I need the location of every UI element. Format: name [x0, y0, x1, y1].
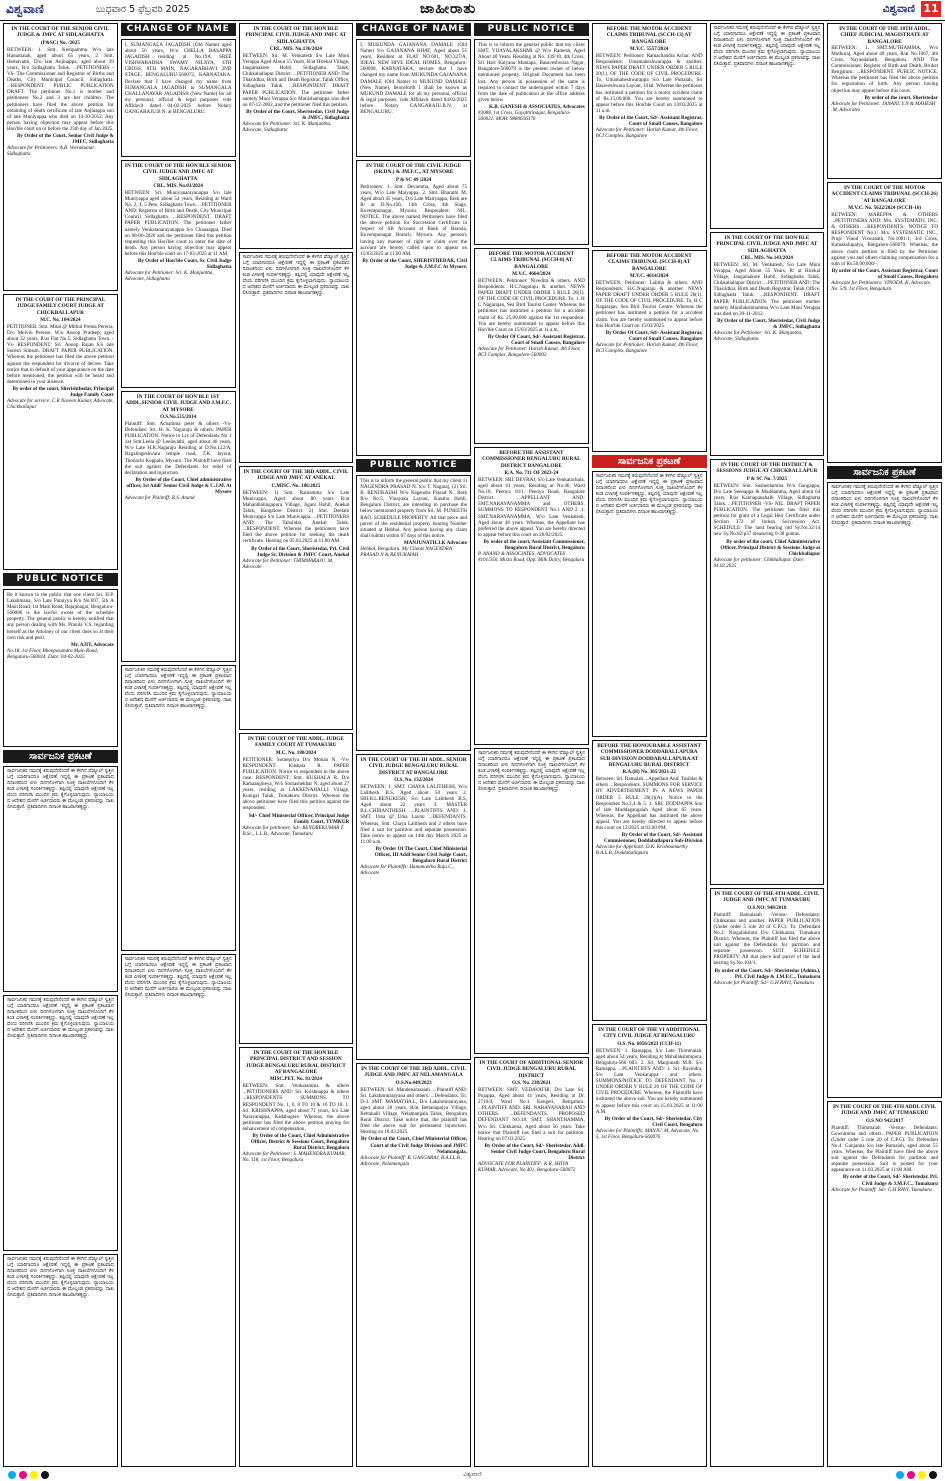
- kannada-notice-banner: ಸಾರ್ವಜನಿಕ ಪ್ರಕಟಣೆ: [827, 466, 942, 479]
- kannada-notice: ಸಾರ್ವಜನಿಕರ ಗಮನಕ್ಕೆ ತರುವುದೇನೆಂದರೆ ಈ ಕೆಳಗಿನ ಷೆಡ್ಯೂಲ್ ಸ್ವತ್ತಿನ ಬಗ್ಗೆ ಯಾರಿಗಾದರೂ ಆಕ್ಷೇಪಣೆ ಇದ್ದಲ್ಲಿ ಈ ಪ್ರಕಟಣೆ ಪ್ರಕಟವಾದ ದಿನಾಂಕದಿಂದ ಏಳು ದಿನಗಳೊಳಗಾಗಿ ಸೂಕ್ತ ದಾಖಲೆಗಳೊಂದಿಗೆ ಕೆಳಕಂಡ ವಿಳಾಸಕ್ಕೆ ಸಂಪರ್ಕಿಸತಕ್ಕದ್ದು. ತಪ್ಪಿದಲ್ಲಿ ಯಾವುದೇ ಆಕ್ಷೇಪಣೆ ಇಲ್ಲವೆಂದು ಪರಿಗಣಿಸಿ ಮುಂದಿನ ಕ್ರಮ ಕೈಗೊಳ್ಳಲಾಗುವುದು. ನ್ಯಾಯಾಲಯದ ಆದೇಶದ ಮೇರೆಗೆ ಅರ್ಜಿದಾರರು ಈ ಮೇಲ್ಕಂಡ ಪ್ರಕರಣವನ್ನು ದಾಖಲಿಸಿರುತ್ತಾರೆ. ಪ್ರತಿವಾದಿಗಳು ದಿನಾಂಕ ಹಾಜರಾಗತಕ್ಕದ್ದು.: [239, 252, 354, 463]
- court-notice: IN THE COURT OF THE HON'BLE SENIOR CIVIL JUDGE AND JMFC AT SIDLAGHATTA CRL. MIS. No.03/2024 BETWEEN: Sri. Muniyanarayanappa S/o late Muniyappa aged about 54 years, Residing at Ward No. 2, 4, 5 Pete, Sidlaghatta Town. ...PETITIONER AND: Registrar of Birth and Death, City Municipal Council Sidlaghatta. ...RESPONDENT. DRAFT PAPER PUBLICATION. The petitioner father namely Venkatanarayanappa S/o Chanaappa, Died on 08-06-2020 and the petitioner filed this petition requesting this Hon'ble court to enter the date of death. Any person having objection may appear before this Hon'ble court on 17-03-2025 at 11 AM. By Order of Hon'ble Court, Sr. Civil Judge Sidlaghatta Advocate for Petitioner: Sri. K. Manjuntha, Advocate, Sidlaghatta: [121, 160, 236, 388]
- footer-edition: ವಿಶ್ವವಾಣಿ: [463, 1471, 482, 1478]
- court-notice: BEFORE THE ASSISTANT COMMISSIONER BENGALURU RURAL DISTRICT BANGALORE R.A. No. 731 OF 2023-24 BETWEEN: SRI. DEVRAJ, S/o Late Venkatachala, aged about 41 years, Residing at No.46, Ward No.18, Peenya 10/1, Peenya Road, Bangalore District. ...APPELLANT AND: SMT.NARAYANAMMA and OTHERS. SUMMONS TO RESPONDENT No.1 AND 2. 1. SMT.NARAYANAMMA, W/o Late Venkatesh, Aged about 48 years. Whereas, the Appellant has preferred the above appeal. You are hereby directed to appear before this court on 28/02/2025. By order of the court, Assistant Commissioner, Bengaluru Rural District, Bengaluru P. ANAND & ASSOCIATES, ADVOCATES #101/350, Mirza Road, Opp. Milk Dairy, Bengaluru: [474, 447, 589, 745]
- court-notice: IN THE COURT OF THE CIVIL JUDGE (SR.DN.) & JM.F.C., AT MYSORE P & SC 49 /2024 Petitioners: 1. Smt. Devamma, Aged about 75 years, W/o Late Maiyappa, 2. Smt. Bharathi M, Aged about 45 years, D/o Late Mairyappa, Both are R/ at D.No.456, 13th Cross, 4th Stage, Kuvempunagar, Mysuru. Respondent: NIL. NOTICE. The above named Petitioners have filed the above petition for Succession Certificate in respect of SB Account at Bank of Baroda, Kuvempunagar Branch, Mysuru. Any person's having any manner of right or claim over the account are hereby called upon to appear on 15/03/2025 at 11.00 AM. By Order of the Court, SHERISTHEDAR, Civil Judge & J.M.F.C At Mysore.: [356, 160, 471, 456]
- court-notice: IN THE COURT OF THE HON'BLE PRINCIPAL DISTRICT AND SESSION JUDGE BENGALURU RURAL DISTRICT AT BANGALORE MISC.PET. No. 81/2024 BETWEEN: Smt. Venkatamma & others ...PETITIONERS AND: Sri. Krishnappa & others ...RESPONDENTS. SUMMONS TO RESPONDENT No. 1, 6, 8 TO 10 & 16 TO 18. 1. Sri. KRISHNAPPA, aged about 71 years, S/o Late Narayanappa, Kadabagere. Whereas, the above petitioner has filed the above petition praying for enhancement of compensation. By Order of the Court, Chief Administrative Officer, District & Sessions Court, Bengaluru Rural District, Bengaluru Advocate for Petitioner: S. MAHENDRA KUMAR, No. 118, 1st Floor, Bengaluru: [239, 1047, 354, 1467]
- court-notice: IN THE COURT OF THE 10TH ADDL. CHIEF JUDICIAL MAGISTRATE AT BANGALORE BETWEEN: 1. SMT.MUTHAMMA, W/o Muthuraj, Aged about 48 years, R/at No.1067, 4th Cross, Nayandahalli, Bengaluru. AND The Commissioner, Register of Birth and Death, Bruhat Bengaluru. ...RESPONDENT. PUBLIC NOTICE. Whereas the petitioner has filed the above petition for registration of birth. Any person having objection may appear before this court. By order of the court, Sheristedar Advocate for Petitioner: JANANI. Y.N & MAHESH .M, Advocates: [827, 23, 942, 179]
- court-notice: IN THE COURT OF HON'BLE 1ST ADDL.SENIOR CIVIL JUDGE AND J.M.F.C. AT MYSORE O.S.No.515/2014 Plaintiff: Smt. Achamma peter & others -Vs- Defendant: Sri. H. K. Nagaraju & others. PAPER PUBLICATION. Notice to Lrs of Defendants No 1 1a) Smt.Leela @ Leelavathi, aged about 46 years, W/o Late H.K.Nagaraju Residing at D.No.122/A, Nagalingeshwara temple road, T.K. layout, Thonachi Koppalu, Mysuru. The Plaintiff have filed the suit against the Defendants for relief of declaration and injunction. By Order of the Court, Chief administrative officer, 1st Addl' Senior Civil Judge & C.J.M. At Mysore Advocate for Plaintiff: R.S. Anand: [121, 391, 236, 662]
- court-notice: BEFORE THE MOTOR ACCIDENT CLAIMS TRIBUNAL (SCCH-8) AT BANGALORE M.V.C. 4664/2024 BETWEEN: Petitioner: Nivedita & others. AND Respondents: H.C.Nagaraju & another. NEWS PAPER DRAFT UNDER ORDER 5 RULE 20(1). OF THE CODE OF CIVIL PROCEDURE. To, 1. H C Nagarajan, Sea Bird Tourist Center. Whereas the petitioner has instituted a petition for a accident claim of Rs. 25,00,000 against the 1st respondent. You are hereby summoned to appear before this Hon'ble Court on 15/03/2025 at 11 a.m. By Order Of Court, Sd/- Assistant Registrar, Court of Small Causes, Bangalore Advocate for Petitioner: Harish Kumar, 4th Floor, BCI Complex, Bangalore-560002: [474, 248, 589, 444]
- kannada-notice: ಸಾರ್ವಜನಿಕರ ಗಮನಕ್ಕೆ ತರುವುದೇನೆಂದರೆ ಈ ಕೆಳಗಿನ ಷೆಡ್ಯೂಲ್ ಸ್ವತ್ತಿನ ಬಗ್ಗೆ ಯಾರಿಗಾದರೂ ಆಕ್ಷೇಪಣೆ ಇದ್ದಲ್ಲಿ ಈ ಪ್ರಕಟಣೆ ಪ್ರಕಟವಾದ ದಿನಾಂಕದಿಂದ ಏಳು ದಿನಗಳೊಳಗಾಗಿ ಸೂಕ್ತ ದಾಖಲೆಗಳೊಂದಿಗೆ ಕೆಳಕಂಡ ವಿಳಾಸಕ್ಕೆ ಸಂಪರ್ಕಿಸತಕ್ಕದ್ದು. ತಪ್ಪಿದಲ್ಲಿ ಯಾವುದೇ ಆಕ್ಷೇಪಣೆ ಇಲ್ಲವೆಂದು ಪರಿಗಣಿಸಿ ಮುಂದಿನ ಕ್ರಮ ಕೈಗೊಳ್ಳಲಾಗುವುದು. ನ್ಯಾಯಾಲಯದ ಆದೇಶದ ಮೇರೆಗೆ ಅರ್ಜಿದಾರರು ಈ ಮೇಲ್ಕಂಡ ಪ್ರಕರಣವನ್ನು ದಾಖಲಿಸಿರುತ್ತಾರೆ. ಪ್ರತಿವಾದಿಗಳು ದಿನಾಂಕ ಹಾಜರಾಗತಕ್ಕದ್ದು.: [710, 23, 825, 229]
- kannada-notice: ಸಾರ್ವಜನಿಕರ ಗಮನಕ್ಕೆ ತರುವುದೇನೆಂದರೆ ಈ ಕೆಳಗಿನ ಷೆಡ್ಯೂಲ್ ಸ್ವತ್ತಿನ ಬಗ್ಗೆ ಯಾರಿಗಾದರೂ ಆಕ್ಷೇಪಣೆ ಇದ್ದಲ್ಲಿ ಈ ಪ್ರಕಟಣೆ ಪ್ರಕಟವಾದ ದಿನಾಂಕದಿಂದ ಏಳು ದಿನಗಳೊಳಗಾಗಿ ಸೂಕ್ತ ದಾಖಲೆಗಳೊಂದಿಗೆ ಕೆಳಕಂಡ ವಿಳಾಸಕ್ಕೆ ಸಂಪರ್ಕಿಸತಕ್ಕದ್ದು. ತಪ್ಪಿದಲ್ಲಿ ಯಾವುದೇ ಆಕ್ಷೇಪಣೆ ಇಲ್ಲವೆಂದು ಪರಿಗಣಿಸಿ ಮುಂದಿನ ಕ್ರಮ ಕೈಗೊಳ್ಳಲಾಗುವುದು. ನ್ಯಾಯಾಲಯದ ಆದೇಶದ ಮೇರೆಗೆ ಅರ್ಜಿದಾರರು ಈ ಮೇಲ್ಕಂಡ ಪ್ರಕರಣವನ್ನು ದಾಖಲಿಸಿರುತ್ತಾರೆ. ಪ್ರತಿವಾದಿಗಳು ದಿನಾಂಕ ಹಾಜರಾಗತಕ್ಕದ್ದು.: [474, 748, 589, 1054]
- column-1: [3, 23, 118, 1467]
- color-dot: [929, 1471, 937, 1479]
- court-notice: IN THE COURT OF THE III ADDL. SENIOR CIVIL JUDGE BENGALURU RURAL DISTRICT AT BANGALORE O.S. No. 132/2024 BETWEEN: 1. SMT. CHAYA LALITHESH, W/o Lalithesh B.S, Aged about 50 years 2. SRI.B.L.RENUKESH, S/o Late Lalithesh B.S, Aged about 22 years 3. MASTER B.L.CHIRANTHESH. ...PLAINTIFFS AND: 1. SMT. Uma @ Uma Laxmi ...DEFENDANTS. Whereas, Smt. Chaya Lalithesh and 2 others have filed a suit for partition and separate possession. Take notice to appear on 14th day March 2025 at 11.00 a.m. By Order Of The Court, Chief Ministerial Officer, III Addl Senior Civil Judge Court, Bengaluru Rural District Advocate for Plaintiffs: Hanumantha Raju.C., Advocate: [356, 754, 471, 1060]
- masthead: [0, 0, 945, 21]
- color-dot: [30, 1471, 38, 1479]
- column-3: [239, 23, 354, 1467]
- public-notice-banner: PUBLIC NOTICE: [356, 459, 471, 472]
- court-notice: IN THE COURT OF THE SENIOR CIVIL JUDGE & JMFC AT SIDLAGHATTA (P&SC) No. /2025 BETWEEN: 1. Smt. Kempamma W/o late Hanumaiah, aged about 65 years, 2. Smt. Hemavathi, D/o late Anjinappa, aged about 39 years, R/o Sidlaghatta Taluk. ...PETITIONERS -VS- The Commissioner and Registrar of Births and Deaths, City Municipal Council, Sidlaghatta. ...RESPONDENT. PUBLIC PUBLICATION DRAFT. The petitioner No.1 is mother and petitioners No.2 and 3 are her children. The petitioners have filed the above petition for obtaining of death certificate of late Anjinappa son of late Muniyappa who died on 14-10-2012. Any person having objection may appear before this Hon'ble court on or before the 25th day of Jan 2025. By Order of the Court, Senior Civil Judge & JMFC, Sidlaghatta Advocate for Petitioners: A.B. Veerakumar, Sidlaghatta: [3, 23, 118, 291]
- public-notice-banner: PUBLIC NOTICE: [474, 23, 589, 36]
- color-dot: [19, 1471, 27, 1479]
- kannada-notice: ಸಾರ್ವಜನಿಕರ ಗಮನಕ್ಕೆ ತರುವುದೇನೆಂದರೆ ಈ ಕೆಳಗಿನ ಷೆಡ್ಯೂಲ್ ಸ್ವತ್ತಿನ ಬಗ್ಗೆ ಯಾರಿಗಾದರೂ ಆಕ್ಷೇಪಣೆ ಇದ್ದಲ್ಲಿ ಈ ಪ್ರಕಟಣೆ ಪ್ರಕಟವಾದ ದಿನಾಂಕದಿಂದ ಏಳು ದಿನಗಳೊಳಗಾಗಿ ಸೂಕ್ತ ದಾಖಲೆಗಳೊಂದಿಗೆ ಕೆಳಕಂಡ ವಿಳಾಸಕ್ಕೆ ಸಂಪರ್ಕಿಸತಕ್ಕದ್ದು. ತಪ್ಪಿದಲ್ಲಿ ಯಾವುದೇ ಆಕ್ಷೇಪಣೆ ಇಲ್ಲವೆಂದು ಪರಿಗಣಿಸಿ ಮುಂದಿನ ಕ್ರಮ ಕೈಗೊಳ್ಳಲಾಗುವುದು. ನ್ಯಾಯಾಲಯದ ಆದೇಶದ ಮೇರೆಗೆ ಅರ್ಜಿದಾರರು ಈ ಮೇಲ್ಕಂಡ ಪ್ರಕರಣವನ್ನು ದಾಖಲಿಸಿರುತ್ತಾರೆ. ಪ್ರತಿವಾದಿಗಳು ದಿನಾಂಕ ಹಾಜರಾಗತಕ್ಕದ್ದು.: [121, 954, 236, 1467]
- court-notice: IN THE COURT OF THE ADDL. JUDGE FAMILY COURT AT TUMAKURU M.C. No. 180/2024 PETITIONER: Somepriya D/o Mohan N. -Vs- RESPONDENT: Kushala R. PAPER PUBLICATION. Notice to respondent in the above case. RESPONDENT: Smt. KUSHALA R. D/o Ramaanjineya, W/o Somashekhar N, aged about 27 years, residing at LAKKENAHALLI Village, Kunigal Taluk, Tumakuru District. Whereas the above petitioner have filed this petition against the respondent. Sd/- Chief Ministerial Officer, Principal Judge Family Court, TUMKUR Advocate for petitioner: Sd/- BENDREKUMAR T. B.Sc., L.L.B., Advocate, Tumakuru: [239, 733, 354, 1044]
- section-title: ಜಾಹೀರಾತು: [420, 1, 477, 17]
- newspaper-logo: ವಿಶ್ವವಾಣಿ: [6, 2, 45, 16]
- change-of-name-notice: I, MUKUNDA GAJANANA DAMALE (Old Name) S/o GAJANANA BHAT, Aged about 55 years, Resident at FLAT NO.601, NO.327/A, IDEAL NEW HIVE IDEAL HOMES, Bengaluru-560098, KARNATAKA, declare that I have changed my name from MUKUNDA GAJANANA DAMALE (Old Name) to MUKUND DAMALE (New Name), henceforth I shall be known as MUKUND DAMALE for all my personal, official & legal purposes, vide Affidavit dated 04/02/2025 before Notary GANGARAJU.B.N. at BENGALURU.: [356, 39, 471, 157]
- court-notice: IN THE COURT OF THE 4TH ADDL. CIVIL JUDGE AND JMFC AT TUMAKURU O.S.NO: 948/2018 Plaintiff: Ramaiaiah -Versus- Defendants: Chikkanna and another. PAPER PUBLICATION (Under order 5 rule 20 of C.P.C). To: Defendant No.2: Ningalakshmi D/o Chikkanna, Tumakuru District. Whereas, the Plaintiff has filed the above suit against the Defendants for partition and separate possession. SUIT SCHEDULE PROPERTY: All that piece and parcel of the land bearing Sy.No.104/1. By order of the Court, Sd/- Sheristedar (Admn.), Prl. Civil Judge & J.M.F.C., Tumakuru Advocate for Plaintiff: Sd/- G.H RAVI, Tumakuru: [710, 888, 825, 1467]
- public-notice: This is to inform the general public that my client SMT. VIJAYALAKSHMI @ W/o Ramesh, Aged About 40 Years, Residing at No. 139/10, 4th Cross, Sri Hari Kalyana Mantapa, Basaveshwara Nagar, Bangalore-560079 is the present owner of below mentioned property. Original Document has been lost. Any person in possession of the same is required to contact the undersigned within 7 days from the date of publication at the office address given below. K.B. GANESH & ASSOCIATES, Advocates #3088, 1st Cross, Gayathrinagar, Bengaluru-560021. MOB: 9880656370: [474, 39, 589, 245]
- change-of-name-banner: CHANGE OF NAME: [121, 23, 236, 36]
- court-notice: IN THE COURT OF ADDITIONAL SENIOR CIVIL JUDGE BENGALURU RURAL DISTRICT O.S. No. 238/2021 BETWEEN: SMT. VEDAVATHI, D/o Late Sri. Pujappa, Aged about 41 years, Residing at Dr. 2710/4, Ward No.1 Kengeri, Bengaluru. ...PLAINTIFF AND: SRI. NARAYANARAO AND OTHERS. ...DEFENDANTS. PROPOSED DEFENDANT NO.18: SMT. SHANTHAMMA, W/o Sri. Chikkanna, Aged about 56 years. Take notice that Plaintiff has filed a suit for partition. Hearing on 07.03.2025. By Order of the Court, Sd/- Sheristedar, Addl. Senior Civil Judge Court, Bengaluru Rural District ADVOCATE FOR PLAINTIFF: K.R. SHIVA KUMAR, Advocate, No.401, Bengaluru-560072: [474, 1057, 589, 1467]
- change-of-name-notice: I, SUMANGALA JAGADISH (Old Name) aged about 50 years, W/o CHELLA BASAPPA JAGADISH residing at No.19A SREE VISHWABADHA SWAMY NILAYA, 4TH CROSS, 8TH MAIN, NAGARABHAVI 2ND STAGE, BENGALURU-560072, KARNATAKA. Declare that I have changed my name from SUMANGALA JAGADISH to SUMANGALA CHALLANAVAR JAGADISH (New Name) for all my personal, official & legal purposes vide Affidavit dated 04-02-2025 before Notary GANGARAJU.B.N. at BENGALURU.: [121, 39, 236, 157]
- column-8: [827, 23, 942, 1467]
- kannada-notice: ಸಾರ್ವಜನಿಕರ ಗಮನಕ್ಕೆ ತರುವುದೇನೆಂದರೆ ಈ ಕೆಳಗಿನ ಷೆಡ್ಯೂಲ್ ಸ್ವತ್ತಿನ ಬಗ್ಗೆ ಯಾರಿಗಾದರೂ ಆಕ್ಷೇಪಣೆ ಇದ್ದಲ್ಲಿ ಈ ಪ್ರಕಟಣೆ ಪ್ರಕಟವಾದ ದಿನಾಂಕದಿಂದ ಏಳು ದಿನಗಳೊಳಗಾಗಿ ಸೂಕ್ತ ದಾಖಲೆಗಳೊಂದಿಗೆ ಕೆಳಕಂಡ ವಿಳಾಸಕ್ಕೆ ಸಂಪರ್ಕಿಸತಕ್ಕದ್ದು. ತಪ್ಪಿದಲ್ಲಿ ಯಾವುದೇ ಆಕ್ಷೇಪಣೆ ಇಲ್ಲವೆಂದು ಪರಿಗಣಿಸಿ ಮುಂದಿನ ಕ್ರಮ ಕೈಗೊಳ್ಳಲಾಗುವುದು. ನ್ಯಾಯಾಲಯದ ಆದೇಶದ ಮೇರೆಗೆ ಅರ್ಜಿದಾರರು ಈ ಮೇಲ್ಕಂಡ ಪ್ರಕರಣವನ್ನು ದಾಖಲಿಸಿರುತ್ತಾರೆ. ಪ್ರತಿವಾದಿಗಳು ದಿನಾಂಕ ಹಾಜರಾಗತಕ್ಕದ್ದು.: [3, 766, 118, 992]
- public-notice: This is to inform the general public that my client 1) NAGENDRA PRASAD N. S/o T. Nagaraj, (2) Sri. B. RENUKAIAH W/o Nagendra Prasad N., Both R/o No.5, Vinayaka Layout, Kasaba Hobli, Bengaluru District, are intending to purchase the below mentioned property from Sri. M. PUNEETH RAO. SCHEDULE PROPERTY: All that piece and parcel of the residential property bearing Number situated at Hebbal. Any person having any claim shall submit within 07 days of this notice. MANJUNATH.J.K Advocate Hebbal, Bengaluru. My Clients NAGENDRA PRASAD N & RENUKAIAH: [356, 475, 471, 751]
- kannada-notice-banner: ಸಾರ್ವಜನಿಕ ಪ್ರಕಟಣೆ: [3, 750, 118, 763]
- newspaper-logo-right: ವಿಶ್ವವಾಣಿ: [882, 3, 915, 15]
- page-number: 11: [921, 1, 941, 17]
- kannada-notice: ಸಾರ್ವಜನಿಕರ ಗಮನಕ್ಕೆ ತರುವುದೇನೆಂದರೆ ಈ ಕೆಳಗಿನ ಷೆಡ್ಯೂಲ್ ಸ್ವತ್ತಿನ ಬಗ್ಗೆ ಯಾರಿಗಾದರೂ ಆಕ್ಷೇಪಣೆ ಇದ್ದಲ್ಲಿ ಈ ಪ್ರಕಟಣೆ ಪ್ರಕಟವಾದ ದಿನಾಂಕದಿಂದ ಏಳು ದಿನಗಳೊಳಗಾಗಿ ಸೂಕ್ತ ದಾಖಲೆಗಳೊಂದಿಗೆ ಕೆಳಕಂಡ ವಿಳಾಸಕ್ಕೆ ಸಂಪರ್ಕಿಸತಕ್ಕದ್ದು. ತಪ್ಪಿದಲ್ಲಿ ಯಾವುದೇ ಆಕ್ಷೇಪಣೆ ಇಲ್ಲವೆಂದು ಪರಿಗಣಿಸಿ ಮುಂದಿನ ಕ್ರಮ ಕೈಗೊಳ್ಳಲಾಗುವುದು. ನ್ಯಾಯಾಲಯದ ಆದೇಶದ ಮೇರೆಗೆ ಅರ್ಜಿದಾರರು ಈ ಮೇಲ್ಕಂಡ ಪ್ರಕರಣವನ್ನು ದಾಖಲಿಸಿರುತ್ತಾರೆ. ಪ್ರತಿವಾದಿಗಳು ದಿನಾಂಕ ಹಾಜರಾಗತಕ್ಕದ್ದು.: [3, 995, 118, 1251]
- court-notice: IN THE COURT OF THE PRINCIPAL JUDGE FAMILY COURT JUDGE AT CHICKBALLAPUR M.C. No. 104/2024 PETITIONER: Smt. Mital @ Mithul Prema Pereira, D/o Melvin Pereise, W/o Anoop Pradeep, aged about 32 years, R/at Flat No.5, Sidlaghatta Town. -Vs- RESPONDENT: Sri. Anoop Rajan S/o late Suresh Simson. DRAFT PAPER PUBLICATION. Whereas the petitioner has filed the above petition against the respondent for divorce of decree. Take notice that in default of your appearance on the date before mentioned, the petition will be heard and determined in your absence. By order of the court, Sherishthedar, Principal Judge Family Court Advocate for service: C.R Naveen Kumar, Advocate, Chickballapur: [3, 294, 118, 570]
- public-notice: Be it known to the public that one client Sri. H.P. Lakshmana, S/o Late Putaiyya R/o No.697, 5th A Main Road, 1st Main Road, Rajajinagar, Bengaluru-560086 is the lawful owner of the schedule property. The general public is hereby notified that any person dealing with Ms. Pranila V.S. regarding herself as the Attorney of our client does so at their own risk and peril. Mr. AJIT, Advocate No.18, 1st Floor, Bhoopasandra Main Road, Bengaluru-560024. Date: 04-02-2025: [3, 589, 118, 747]
- court-notice: IN THE COURT OF THE VI ADDITIONAL CITY CIVIL JUDGE AT BENGALURU O.S. No. 6056/2023 (CCH-11) BETWEEN: 1. Ramappa, S/o Late Thimmaiah, aged about 54 years, Residing at Mahalakshmipura, Bengaluru-560 083. 2. Sri. Manjunath M.R. S/o Ramappa. ...PLAINTIFFS AND: 1. Sri. Ravindra, S/o Late Venkatappa and others. SUMMONS/NOTICE TO DEFENDANT No. 1 UNDER ORDER V RULE 20 OF THE CODE OF CIVIL PROCEDURE. Whereas, the Plaintiffs have instituted the above suit. You are hereby summoned to appear before this court on 15.03.2025 at 11:00 A.M. By Order of the Court, Sd/- Sheristedar, City Civil Court, Bengaluru Advocate for Plaintiffs: MANJU. M, Advocate, No. 5, 1st Floor, Bengaluru-560076: [592, 1024, 707, 1467]
- color-dot: [8, 1471, 16, 1479]
- color-dot: [918, 1471, 926, 1479]
- public-notice-banner: PUBLIC NOTICE: [3, 573, 118, 586]
- court-notice: BEFORE THE MOTOR ACCIDENT CLAIMS TRIBUNAL (SCCH-13) AT BANGALORE M.V.C. 5557/2024 BETWEEN: Petitioner: Ramachandra Achar. AND Respondents: Umamaheshwarappa & another. NEWS PAPER DRAFT UNDER ORDER 5 RULE 20(1). OF THE CODE OF CIVIL PROCEDURE. To, Umamaheshwarappa S/o Late Puttaiah, Sri Basaveshwara Layout, Ullal. Whereas the petitioner has instituted a petition for a motor accident claim of Rs.15,00,000. You are hereby summoned to appear before this Hon'ble Court on 13/03/2025 at 11 a.m. By Order of the Court, Sd/- Assistant Registrar, Court of Small Causes, Bangalore Advocate for Petitioner: Harish Kumar, 4th Floor, BCI Complex, Bangalore: [592, 23, 707, 247]
- column-2: [121, 23, 236, 1467]
- kannada-notice: ಸಾರ್ವಜನಿಕರ ಗಮನಕ್ಕೆ ತರುವುದೇನೆಂದರೆ ಈ ಕೆಳಗಿನ ಷೆಡ್ಯೂಲ್ ಸ್ವತ್ತಿನ ಬಗ್ಗೆ ಯಾರಿಗಾದರೂ ಆಕ್ಷೇಪಣೆ ಇದ್ದಲ್ಲಿ ಈ ಪ್ರಕಟಣೆ ಪ್ರಕಟವಾದ ದಿನಾಂಕದಿಂದ ಏಳು ದಿನಗಳೊಳಗಾಗಿ ಸೂಕ್ತ ದಾಖಲೆಗಳೊಂದಿಗೆ ಕೆಳಕಂಡ ವಿಳಾಸಕ್ಕೆ ಸಂಪರ್ಕಿಸತಕ್ಕದ್ದು. ತಪ್ಪಿದಲ್ಲಿ ಯಾವುದೇ ಆಕ್ಷೇಪಣೆ ಇಲ್ಲವೆಂದು ಪರಿಗಣಿಸಿ ಮುಂದಿನ ಕ್ರಮ ಕೈಗೊಳ್ಳಲಾಗುವುದು. ನ್ಯಾಯಾಲಯದ ಆದೇಶದ ಮೇರೆಗೆ ಅರ್ಜಿದಾರರು ಈ ಮೇಲ್ಕಂಡ ಪ್ರಕರಣವನ್ನು ದಾಖಲಿಸಿರುತ್ತಾರೆ. ಪ್ರತಿವಾದಿಗಳು ದಿನಾಂಕ ಹಾಜರಾಗತಕ್ಕದ್ದು.: [121, 665, 236, 951]
- column-7: [710, 23, 825, 1467]
- column-4: [356, 23, 471, 1467]
- court-notice: IN THE COURT OF THE MOTOR ACCIDENT CLAIMS TRIBUNAL (SCCH-26) AT BANGALORE M.V.C. No. 5622/2024 (SCCH-16) BETWEEN: MAREPPA & OTHERS ...PETITIONERS AND: M/s. SYSTEMATIC INC. & OTHERS ...RESPONDENTS. NOTICE TO RESPONDENT No.1: M/s. SYSTEMATIC INC., Prop: Vinod Viswanath, No.1001/1, 3rd Cross, Kamakshipalya, Bangalore-560079. Whereas, the above claim petition is filed by the Petitioner against you and others claiming compensation for a sum of Rs.50,00,000/-. By order of the Court, Assistant Registrar, Court of Small Causes, Bengaluru Advocate for Petitioners: VINODA .K, Advocate, No. 5/9, 1st Floor, Bengaluru: [827, 182, 942, 463]
- court-notice: IN THE COURT OF THE 3RD ADDL. CIVIL JUDGE AND JMFC AT NELAMANGALA O.S.No.449/2023 BETWEEN: Sri. Mandenarasaiah. ...Plaintiff AND: Sri. Lakshminarayana and others. ...Defendants. To, D-3. SMT. MAMATHA.L, D/o Lakshminarayana, aged about 28 years, R/at Bettanapalya Village, Bettahalli Village, Nelamangala Taluk, Bengaluru Rural District. Take notice that, the plaintiff has filed the above suit for permanent injunction. Hearing on 10.03.2025. By Order of the Court, Chief Ministerial Officer, Court of the Civil Judge Division and JMFC Nelamangala. Advocate for Plaintiff: B. GANGARAJ, B.A.LL.B., Advocate, Nelamangala: [356, 1063, 471, 1467]
- column-5: [474, 23, 589, 1467]
- kannada-notice: ಸಾರ್ವಜನಿಕರ ಗಮನಕ್ಕೆ ತರುವುದೇನೆಂದರೆ ಈ ಕೆಳಗಿನ ಷೆಡ್ಯೂಲ್ ಸ್ವತ್ತಿನ ಬಗ್ಗೆ ಯಾರಿಗಾದರೂ ಆಕ್ಷೇಪಣೆ ಇದ್ದಲ್ಲಿ ಈ ಪ್ರಕಟಣೆ ಪ್ರಕಟವಾದ ದಿನಾಂಕದಿಂದ ಏಳು ದಿನಗಳೊಳಗಾಗಿ ಸೂಕ್ತ ದಾಖಲೆಗಳೊಂದಿಗೆ ಕೆಳಕಂಡ ವಿಳಾಸಕ್ಕೆ ಸಂಪರ್ಕಿಸತಕ್ಕದ್ದು. ತಪ್ಪಿದಲ್ಲಿ ಯಾವುದೇ ಆಕ್ಷೇಪಣೆ ಇಲ್ಲವೆಂದು ಪರಿಗಣಿಸಿ ಮುಂದಿನ ಕ್ರಮ ಕೈಗೊಳ್ಳಲಾಗುವುದು. ನ್ಯಾಯಾಲಯದ ಆದೇಶದ ಮೇರೆಗೆ ಅರ್ಜಿದಾರರು ಈ ಮೇಲ್ಕಂಡ ಪ್ರಕರಣವನ್ನು ದಾಖಲಿಸಿರುತ್ತಾರೆ. ಪ್ರತಿವಾದಿಗಳು ದಿನಾಂಕ ಹಾಜರಾಗತಕ್ಕದ್ದು.: [592, 471, 707, 737]
- color-dot: [907, 1471, 915, 1479]
- issue-date: ಬುಧವಾರ 5 ಫೆಬ್ರವರಿ 2025: [96, 4, 190, 15]
- court-notice: BEFORE THE HONOURABLE ASSISTANT COMMISSIONER DODDABALLAPURA SUB-DIVISION DODDABALLAPURA AT BENGALURU RURAL DISTRICT R.A.(H) No. 365/2021-22 Between: Sri. Ramaiah ...Appellant And: Tasildar & others ...Respondents. SUMMONS FOR SERVICE BY ADVERTISEMENT IN A NEWS PAPER ORDER 5 RULE 20(1)(A). Notice to the Respondent No.2,4 & 5. 1. SRI. DODDAPPA Son of late Muddagangaiah Aged about 65 years. Whereas, the Appellant has instituted the above appeal. You are hereby directed to appear before this court on 12/2025 at 03.00 PM. By Order of the Court, Sd/- Assistant Commissioner, Doddaballapura Sub-Division Advocate for Appellant: D.K. Krishnamurthy B.A.L.B, Doddaballapura: [592, 740, 707, 1021]
- color-dot: [41, 1471, 49, 1479]
- court-notice: IN THE COURT OF THE 4TH ADDL CIVIL JUDGE AND JMFC AT TUMAKURU O.S NO 942/2017 Plaintiff: Thimmaiah -Versus- Defendants: Gowramma and others. PAPER PUBLICATION (Under order 5 rule 20 of C.P.C). To: Defendant No.4: Ganjanna S/o late Ramaiah, aged about 55 years. Whereas, the Plaintiff have filed the above suit against the Defendants for partition and separate possession. Suit is posted for your appearance on 11.03.2025 at 11:00 AM. By order of the Court, Sd/- Sheristedar, Prl. Civil Judge & J.M.F.C., Tumakuru Advocate for Plaintiff: Sd/- G.H RAVI, Tumakuru: [827, 1101, 942, 1467]
- court-notice: IN THE COURT OF THE DISTRICT & SESSIONS JUDGE AT CHICKBALLAPUR P & SC No. 7/2025 BETWEEN: Smt. Susheelamma W/o Gangappa, D/o Late Seenappa & Muddamma, Aged about 64 years, R/at Kannapanahalli Village, Sidlaghatta Taluk. ...PETITIONER -VS- NIL. DRAFT PAPER PUBLICATION. The petitioner has filed this petition for grant of a Legal Heir Certificate under Section 372 of Indian Succession Act. SCHEDULE: The land bearing old Sy.No.32/14 new Sy.No.82/p37 measuring 0-38 guntas. By order of the court, Chief Administrative Officer, Principal District & Sessions Judge at Chickballapur Advocate for petitioner: Chikballapur. Date: 04.02.2025: [710, 459, 825, 885]
- court-notice: IN THE COURT OF THE HON'BLE PRINCIPAL CIVIL JUDGE AND JMFC AT SIDLAGHATTA CRL. MIS. No.143/2024 BETWEEN: Sri. M. Venkatesh, S/o Late Muni Verappa, Aged About 55 Years, R/ at Hirekal Village, Jangamakote Hobli, Sidlaghatta Taluk, Chikkaballapur District. ...PETITIONER AND: The Thasildhar, Birth and Death Registrar, Taluk Office, Sidlaghatta Taluk. ...RESPONDENT. DRAFT PAPER PUBLICATION. The petitioner mother namely Munilakshmamma W/o Late Muni Verappa was died on 20-11-2012. By Order of the Court, Sheristedar, Civil Judge & JMFC, Sidlaghatta Advocate for Petitioner: Sri. K. Manjuntha, Advocate, Sidlaghatta: [710, 232, 825, 456]
- classifieds-grid: [3, 23, 942, 1467]
- court-notice: BEFORE THE MOTOR ACCIDENT CLAIMS TRIBUNAL (SCCH-8) AT BANGALORE M.V.C. 4614/2024 BETWEEN: Petitioner: Lalitha & others. AND Respondents: H.C.Nagaraju & another. NEWS PAPER DRAFT UNDER ORDER 5 RULE 20(1). OF THE CODE OF CIVIL PROCEDURE. To, H C Nagarajan, Sea Bird Tourist Centre. Whereas the petitioner has instituted a petition for a accident claim. You are hereby summoned to appear before this Hon'ble Court on 15/03/2025. By Order Of Court, Sd/- Assistant Registrar, Court of Small Causes, Bangalore Advocate for Petitioner: Harish Kumar, 4th Floor, BCI Complex, Bangalore: [592, 250, 707, 452]
- court-notice: IN THE COURT OF THE HON'BLE PRINCIPAL CIVIL JUDGE AND JMFC AT SIDLAGHATTA CRL. MIS. No.136/2024 BETWEEN: Sri. M. Venkatesh S/o Late Muni Verappa Aged About 55 Years, R/at Hirekal Village, Jangamakote Hobli, Sidlaghatta Taluk, Chikkaballapur District. ...PETITIONER AND: The Thasildhar, Birth and Death Registrar, Taluk Office, Sidlaghatta Taluk. ...RESPONDENT. DRAFT PAPER PUBLICATION. The petitioner father namely Muni Verappa S/o Munishamappa was died on 07-12-2002, and the petitioner filed this petition. By Order of the Court, Sheristedar, Civil Judge & JMFC, Sidlaghatta Advocate for Petitioner: Sri. K. Manjuntha, Advocate, Sidlaghatta: [239, 23, 354, 249]
- registration-marks-right: [896, 1471, 937, 1479]
- kannada-notice: ಸಾರ್ವಜನಿಕರ ಗಮನಕ್ಕೆ ತರುವುದೇನೆಂದರೆ ಈ ಕೆಳಗಿನ ಷೆಡ್ಯೂಲ್ ಸ್ವತ್ತಿನ ಬಗ್ಗೆ ಯಾರಿಗಾದರೂ ಆಕ್ಷೇಪಣೆ ಇದ್ದಲ್ಲಿ ಈ ಪ್ರಕಟಣೆ ಪ್ರಕಟವಾದ ದಿನಾಂಕದಿಂದ ಏಳು ದಿನಗಳೊಳಗಾಗಿ ಸೂಕ್ತ ದಾಖಲೆಗಳೊಂದಿಗೆ ಕೆಳಕಂಡ ವಿಳಾಸಕ್ಕೆ ಸಂಪರ್ಕಿಸತಕ್ಕದ್ದು. ತಪ್ಪಿದಲ್ಲಿ ಯಾವುದೇ ಆಕ್ಷೇಪಣೆ ಇಲ್ಲವೆಂದು ಪರಿಗಣಿಸಿ ಮುಂದಿನ ಕ್ರಮ ಕೈಗೊಳ್ಳಲಾಗುವುದು. ನ್ಯಾಯಾಲಯದ ಆದೇಶದ ಮೇರೆಗೆ ಅರ್ಜಿದಾರರು ಈ ಮೇಲ್ಕಂಡ ಪ್ರಕರಣವನ್ನು ದಾಖಲಿಸಿರುತ್ತಾರೆ. ಪ್ರತಿವಾದಿಗಳು ದಿನಾಂಕ ಹಾಜರಾಗತಕ್ಕದ್ದು.: [3, 1254, 118, 1467]
- page-footer: [0, 1469, 945, 1481]
- color-dot: [896, 1471, 904, 1479]
- registration-marks-left: [8, 1471, 49, 1479]
- court-notice: IN THE COURT OF THE 3RD ADDL. CIVIL JUDGE AND JMFC AT ANEKAL C.MISC. No. 186/2025 BETWEEN: 1) Smt. Ramamma S/o Late Munivappa, Aged about 80 years R/at Mahanthalingapura Village, Jigani Hobli, Anekal Taluk, Bangalore District. 2) Smt. Deelam Munivappa S/o Late Munivappa. ...PETITIONERS AND: The Tahsildar, Anekal Taluk. ...RESPONDENT. Whereas the petitioners have filed the above petition for seeking the death certificate. Hearing on 05.03.2025 at 11.00 AM. By Order of the Court, Sheristedar, Prl. Civil Judge Sr. Division & JMFC Court, Anekal Advocate for Petitioner: THIMMARAJU .M, Advocate: [239, 466, 354, 730]
- kannada-notice-banner: ಸಾರ್ವಜನಿಕ ಪ್ರಕಟಣೆ: [592, 455, 707, 468]
- kannada-notice: ಸಾರ್ವಜನಿಕರ ಗಮನಕ್ಕೆ ತರುವುದೇನೆಂದರೆ ಈ ಕೆಳಗಿನ ಷೆಡ್ಯೂಲ್ ಸ್ವತ್ತಿನ ಬಗ್ಗೆ ಯಾರಿಗಾದರೂ ಆಕ್ಷೇಪಣೆ ಇದ್ದಲ್ಲಿ ಈ ಪ್ರಕಟಣೆ ಪ್ರಕಟವಾದ ದಿನಾಂಕದಿಂದ ಏಳು ದಿನಗಳೊಳಗಾಗಿ ಸೂಕ್ತ ದಾಖಲೆಗಳೊಂದಿಗೆ ಕೆಳಕಂಡ ವಿಳಾಸಕ್ಕೆ ಸಂಪರ್ಕಿಸತಕ್ಕದ್ದು. ತಪ್ಪಿದಲ್ಲಿ ಯಾವುದೇ ಆಕ್ಷೇಪಣೆ ಇಲ್ಲವೆಂದು ಪರಿಗಣಿಸಿ ಮುಂದಿನ ಕ್ರಮ ಕೈಗೊಳ್ಳಲಾಗುವುದು. ನ್ಯಾಯಾಲಯದ ಆದೇಶದ ಮೇರೆಗೆ ಅರ್ಜಿದಾರರು ಈ ಮೇಲ್ಕಂಡ ಪ್ರಕರಣವನ್ನು ದಾಖಲಿಸಿರುತ್ತಾರೆ. ಪ್ರತಿವಾದಿಗಳು ದಿನಾಂಕ ಹಾಜರಾಗತಕ್ಕದ್ದು.: [827, 482, 942, 1098]
- column-6: [592, 23, 707, 1467]
- change-of-name-banner: CHANGE OF NAME: [356, 23, 471, 36]
